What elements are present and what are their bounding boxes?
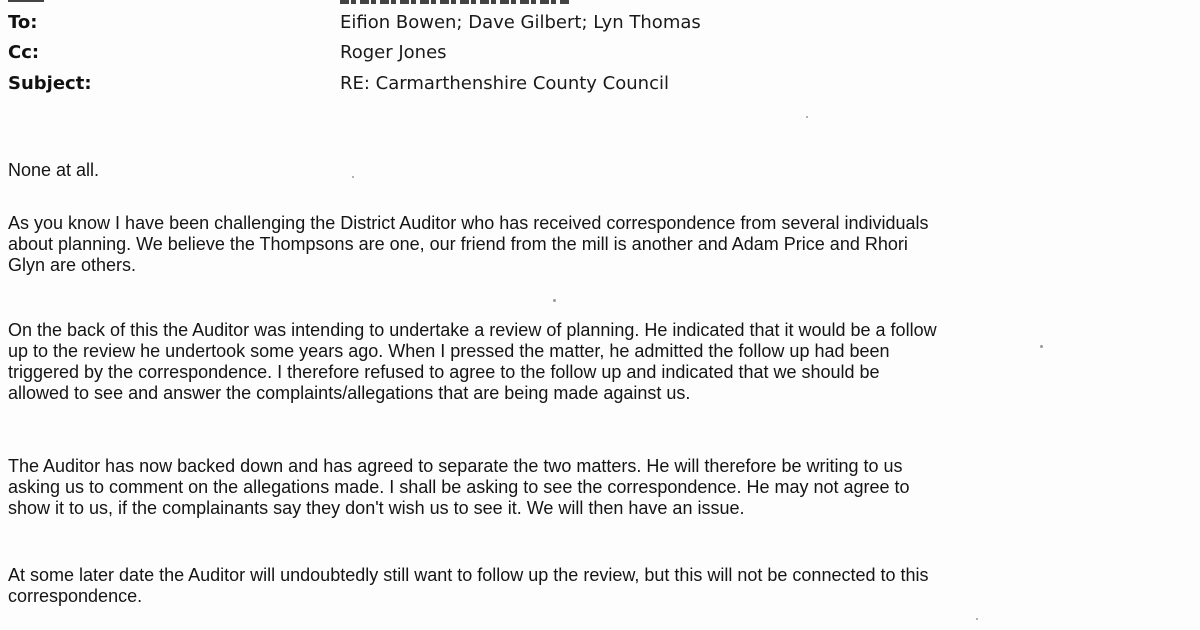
body-paragraph-1 [8,160,1183,181]
paragraph-line: On the back of this the Auditor was intending to undertake a review of planning. He indicated that it would be a follow [8,320,937,340]
paragraph-line: None at all. [8,160,100,180]
paragraph-line: correspondence. [8,586,143,606]
header-cc-row [8,41,1108,69]
paragraph-line: The Auditor has now backed down and has agreed to separate the two matters. He will therefore be writing to us [8,456,903,476]
scan-speck [976,618,978,620]
subject-label: Subject: [8,73,92,94]
paragraph-line: about planning. We believe the Thompsons are one, our friend from the mill is another and Adam Price and Rhori [8,234,908,254]
header-subject-row [8,72,1108,100]
paragraph-line: triggered by the correspondence. I therefore refused to agree to the follow up and indicated that we should be [8,362,880,382]
cc-label: Cc: [8,42,40,63]
header-to-row [8,11,1108,39]
paragraph-line: allowed to see and answer the complaints/allegations that are being made against us. [8,383,691,403]
body-paragraph-2 [8,213,1183,276]
body-paragraph-4 [8,456,1183,519]
scan-speck [806,116,808,118]
scan-speck [553,299,556,302]
subject-value: RE: Carmarthenshire County Council [340,73,669,94]
cc-recipients: Roger Jones [340,42,447,63]
paragraph-line: up to the review he undertook some years ago. When I pressed the matter, he admitted the follow up had been [8,341,890,361]
paragraph-line: asking us to comment on the allegations made. I shall be asking to see the correspondence. He may not agree to [8,477,910,497]
paragraph-line: As you know I have been challenging the District Auditor who has received correspondence from several individuals [8,213,929,233]
paragraph-line: At some later date the Auditor will undoubtedly still want to follow up the review, but this will not be connected to this [8,565,929,585]
paragraph-line: show it to us, if the complainants say they don't wish us to see it. We will then have an issue. [8,498,745,518]
body-paragraph-5 [8,565,1183,607]
cropped-header-fragment-left [8,0,44,2]
body-paragraph-3 [8,320,1183,404]
cropped-header-fragment-date [340,0,570,4]
to-label: To: [8,12,38,33]
paragraph-line: Glyn are others. [8,255,137,275]
to-recipients: Eifion Bowen; Dave Gilbert; Lyn Thomas [340,12,701,33]
